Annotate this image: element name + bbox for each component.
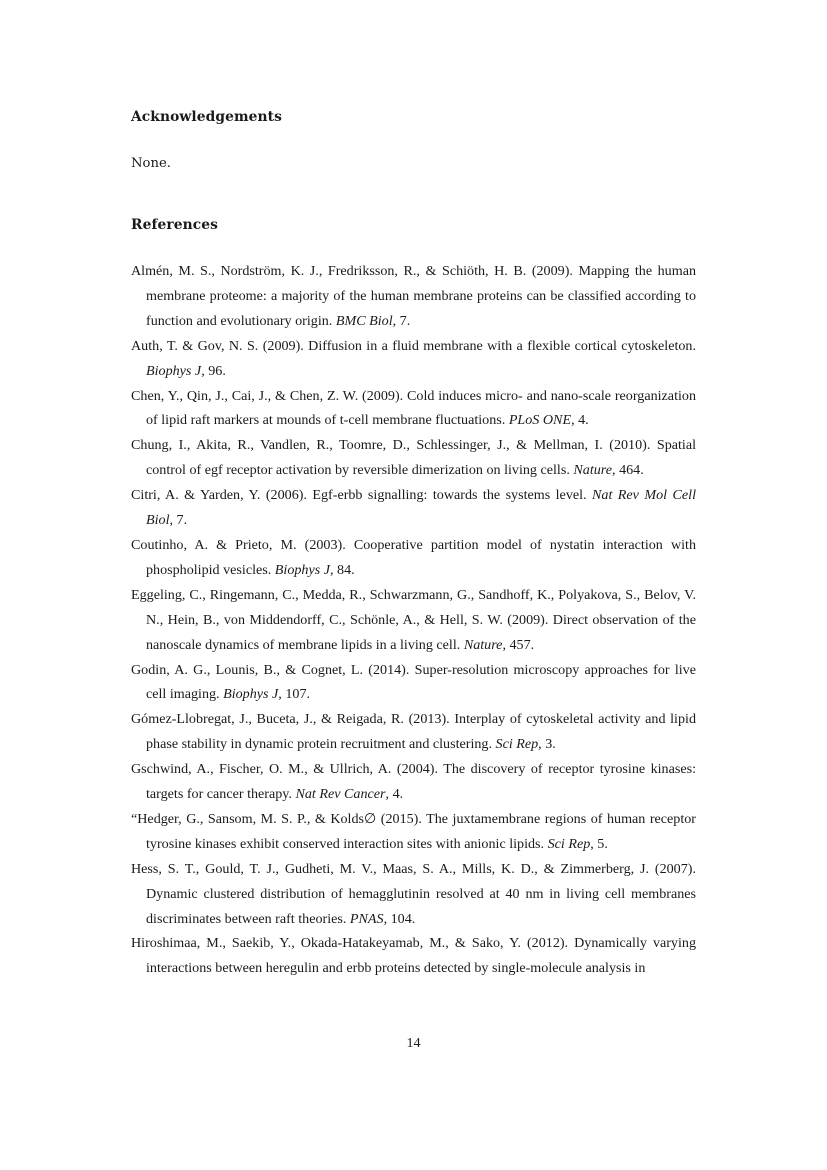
references-heading: References	[131, 217, 218, 233]
reference-entry	[131, 334, 696, 384]
reference-entry	[131, 707, 696, 757]
reference-volume: , 464.	[612, 462, 644, 479]
reference-journal: Biophys J	[223, 686, 279, 703]
reference-text: Hess, S. T., Gould, T. J., Gudheti, M. V., Maas, S. A., Mills, K. D., & Zimmerberg, J. (2007). Dynamic clustered distribution of hemagglutinin resolved at 40 nm in living cell membranes discriminates between raft theories.	[131, 860, 696, 927]
reference-entry	[131, 807, 696, 857]
reference-entry	[131, 757, 696, 807]
reference-text: “Hedger, G., Sansom, M. S. P., & Kolds∅ (2015). The juxtamembrane regions of human receptor tyrosine kinases exhibit conserved interaction sites with anionic lipids.	[131, 810, 696, 852]
reference-entry	[131, 483, 696, 533]
page-number: 14	[406, 1035, 421, 1051]
reference-entry	[131, 384, 696, 434]
reference-volume: , 96.	[201, 362, 226, 379]
reference-volume: , 457.	[502, 636, 535, 653]
reference-text: Citri, A. & Yarden, Y. (2006). Egf-erbb signalling: towards the systems level.	[131, 487, 592, 504]
reference-text: Hiroshimaa, M., Saekib, Y., Okada-Hatakeyamab, M., & Sako, Y. (2012). Dynamically varying interactions between heregulin and erbb proteins detected by single-molecule analysis in	[131, 935, 696, 977]
reference-journal: Nat Rev Cancer	[295, 786, 386, 803]
reference-journal: Nat Rev Mol Cell Biol	[146, 487, 696, 529]
reference-text: Auth, T. & Gov, N. S. (2009). Diffusion in a fluid membrane with a flexible cortical cytoskeleton.	[131, 337, 696, 354]
reference-volume: , 7.	[169, 512, 188, 529]
reference-journal: Sci Rep	[495, 736, 539, 753]
reference-volume: , 107.	[278, 686, 311, 703]
reference-volume: , 3.	[538, 736, 556, 753]
reference-volume: , 5.	[590, 835, 608, 852]
reference-journal: Nature	[463, 636, 503, 653]
reference-journal: PLoS ONE	[508, 412, 572, 429]
reference-volume: , 104.	[383, 910, 416, 927]
reference-text: Chen, Y., Qin, J., Cai, J., & Chen, Z. W. (2009). Cold induces micro- and nano-scale reorganization of lipid raft markers at mounds of t-cell membrane fluctuations.	[131, 387, 696, 429]
reference-entry	[131, 857, 696, 932]
acknowledgements-body: None.	[131, 156, 171, 171]
reference-entry	[131, 931, 696, 981]
reference-journal: Biophys J	[274, 561, 330, 578]
reference-entry	[131, 658, 696, 708]
reference-volume: , 84.	[329, 561, 355, 578]
reference-text: Eggeling, C., Ringemann, C., Medda, R., Schwarzmann, G., Sandhoff, K., Polyakova, S., Belov, V. N., Hein, B., von Middendorff, C., Schönle, A., & Hell, S. W. (2009). Direct observation of the nanoscale dynamics of membrane lipids in a living cell.	[131, 586, 696, 653]
reference-list	[131, 259, 696, 981]
reference-text: Coutinho, A. & Prieto, M. (2003). Cooperative partition model of nystatin interaction with phospholipid vesicles.	[131, 536, 696, 578]
reference-journal: BMC Biol	[335, 312, 393, 329]
reference-text: Gómez-Llobregat, J., Buceta, J., & Reigada, R. (2013). Interplay of cytoskeletal activity and lipid phase stability in dynamic protein recruitment and clustering.	[131, 711, 696, 753]
reference-journal: PNAS	[349, 910, 384, 927]
reference-entry	[131, 433, 696, 483]
reference-text: Godin, A. G., Lounis, B., & Cognet, L. (2014). Super-resolution microscopy approaches for live cell imaging.	[131, 661, 696, 703]
reference-journal: Biophys J	[146, 362, 202, 379]
acknowledgements-heading: Acknowledgements	[131, 109, 283, 125]
reference-volume: , 4.	[571, 412, 589, 429]
reference-text: Chung, I., Akita, R., Vandlen, R., Toomre, D., Schlessinger, J., & Mellman, I. (2010). Spatial control of egf receptor activation by reversible dimerization on living cells.	[131, 437, 696, 479]
reference-journal: Sci Rep	[547, 835, 591, 852]
reference-text: Gschwind, A., Fischer, O. M., & Ullrich, A. (2004). The discovery of receptor tyrosine kinases: targets for cancer therapy.	[131, 761, 696, 803]
reference-entry	[131, 259, 696, 334]
reference-volume: , 7.	[392, 312, 411, 329]
reference-volume: , 4.	[385, 786, 404, 803]
reference-journal: Nature	[573, 462, 613, 479]
reference-text: Almén, M. S., Nordström, K. J., Fredriksson, R., & Schiöth, H. B. (2009). Mapping the human membrane proteome: a majority of the human membrane proteins can be classified according to function and evolutionary origin.	[131, 263, 696, 329]
reference-entry	[131, 533, 696, 583]
reference-entry	[131, 583, 696, 658]
